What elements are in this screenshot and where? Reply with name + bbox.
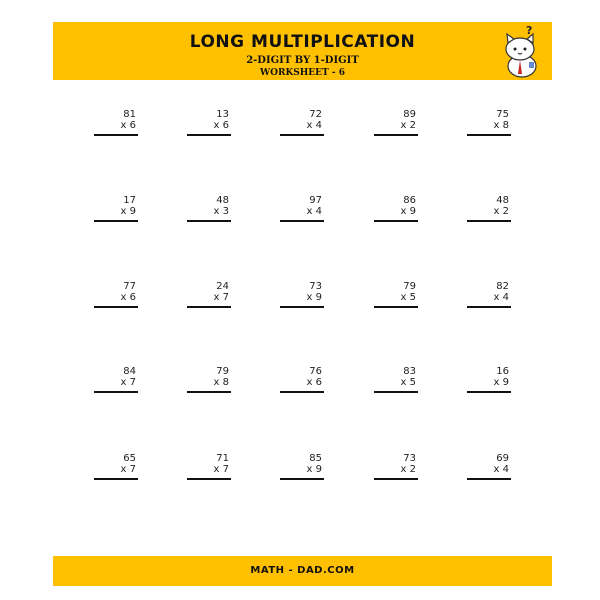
multiplier: x 8 — [493, 120, 509, 131]
multiplier: x 3 — [213, 206, 229, 217]
answer-line — [280, 220, 324, 222]
answer-line — [187, 478, 231, 480]
problem-2-5 — [467, 195, 511, 227]
problem-1-4 — [374, 109, 418, 141]
multiplicand: 75 — [496, 109, 509, 120]
multiplicand: 16 — [496, 366, 509, 377]
multiplier: x 7 — [120, 377, 136, 388]
problem-4-1 — [94, 366, 138, 398]
multiplicand: 81 — [123, 109, 136, 120]
multiplier: x 7 — [213, 292, 229, 303]
multiplicand: 82 — [496, 281, 509, 292]
multiplier: x 7 — [120, 464, 136, 475]
answer-line — [467, 220, 511, 222]
answer-line — [467, 478, 511, 480]
worksheet-number: WORKSHEET - 6 — [260, 68, 345, 78]
problem-2-4 — [374, 195, 418, 227]
answer-line — [374, 306, 418, 308]
multiplier: x 6 — [213, 120, 229, 131]
multiplicand: 83 — [403, 366, 416, 377]
problem-1-1 — [94, 109, 138, 141]
multiplier: x 4 — [493, 292, 509, 303]
answer-line — [374, 391, 418, 393]
answer-line — [94, 220, 138, 222]
multiplicand: 79 — [403, 281, 416, 292]
multiplicand: 72 — [309, 109, 322, 120]
multiplicand: 79 — [216, 366, 229, 377]
answer-line — [187, 306, 231, 308]
multiplier: x 5 — [400, 377, 416, 388]
worksheet-footer — [53, 556, 552, 586]
answer-line — [187, 134, 231, 136]
multiplier: x 6 — [120, 292, 136, 303]
multiplier: x 7 — [213, 464, 229, 475]
multiplier: x 2 — [400, 120, 416, 131]
multiplier: x 8 — [213, 377, 229, 388]
problem-1-5 — [467, 109, 511, 141]
multiplier: x 6 — [306, 377, 322, 388]
answer-line — [374, 478, 418, 480]
answer-line — [187, 220, 231, 222]
multiplicand: 77 — [123, 281, 136, 292]
answer-line — [94, 391, 138, 393]
answer-line — [467, 391, 511, 393]
problem-3-4 — [374, 281, 418, 313]
multiplicand: 48 — [216, 195, 229, 206]
problem-3-5 — [467, 281, 511, 313]
problem-2-2 — [187, 195, 231, 227]
multiplicand: 73 — [403, 453, 416, 464]
multiplicand: 86 — [403, 195, 416, 206]
problem-5-5 — [467, 453, 511, 485]
multiplier: x 6 — [120, 120, 136, 131]
answer-line — [94, 306, 138, 308]
problem-2-1 — [94, 195, 138, 227]
question-mark: ? — [526, 24, 533, 37]
answer-line — [467, 306, 511, 308]
multiplicand: 24 — [216, 281, 229, 292]
worksheet-subtitle: 2-DIGIT BY 1-DIGIT — [246, 55, 359, 66]
multiplicand: 17 — [123, 195, 136, 206]
answer-line — [187, 391, 231, 393]
multiplicand: 48 — [496, 195, 509, 206]
multiplicand: 73 — [309, 281, 322, 292]
multiplier: x 2 — [400, 464, 416, 475]
problem-4-4 — [374, 366, 418, 398]
answer-line — [280, 134, 324, 136]
answer-line — [280, 306, 324, 308]
answer-line — [94, 134, 138, 136]
multiplicand: 89 — [403, 109, 416, 120]
problem-2-3 — [280, 195, 324, 227]
problem-5-4 — [374, 453, 418, 485]
problem-4-5 — [467, 366, 511, 398]
multiplicand: 76 — [309, 366, 322, 377]
footer-site-name: MATH - DAD.COM — [250, 565, 355, 576]
answer-line — [467, 134, 511, 136]
problem-4-2 — [187, 366, 231, 398]
answer-line — [280, 391, 324, 393]
problem-1-3 — [280, 109, 324, 141]
answer-line — [374, 134, 418, 136]
multiplier: x 4 — [306, 120, 322, 131]
worksheet-title: LONG MULTIPLICATION — [189, 32, 416, 52]
multiplicand: 71 — [216, 453, 229, 464]
problem-3-1 — [94, 281, 138, 313]
multiplicand: 84 — [123, 366, 136, 377]
problem-3-2 — [187, 281, 231, 313]
multiplier: x 9 — [120, 206, 136, 217]
multiplier: x 2 — [493, 206, 509, 217]
multiplier: x 9 — [400, 206, 416, 217]
multiplicand: 85 — [309, 453, 322, 464]
multiplier: x 9 — [306, 292, 322, 303]
multiplicand: 97 — [309, 195, 322, 206]
multiplicand: 65 — [123, 453, 136, 464]
problem-5-2 — [187, 453, 231, 485]
multiplier: x 5 — [400, 292, 416, 303]
problem-5-1 — [94, 453, 138, 485]
multiplicand: 13 — [216, 109, 229, 120]
problem-4-3 — [280, 366, 324, 398]
problem-1-2 — [187, 109, 231, 141]
answer-line — [374, 220, 418, 222]
multiplier: x 9 — [306, 464, 322, 475]
multiplier: x 4 — [306, 206, 322, 217]
multiplier: x 9 — [493, 377, 509, 388]
multiplier: x 4 — [493, 464, 509, 475]
multiplicand: 69 — [496, 453, 509, 464]
answer-line — [280, 478, 324, 480]
problem-3-3 — [280, 281, 324, 313]
problem-5-3 — [280, 453, 324, 485]
answer-line — [94, 478, 138, 480]
